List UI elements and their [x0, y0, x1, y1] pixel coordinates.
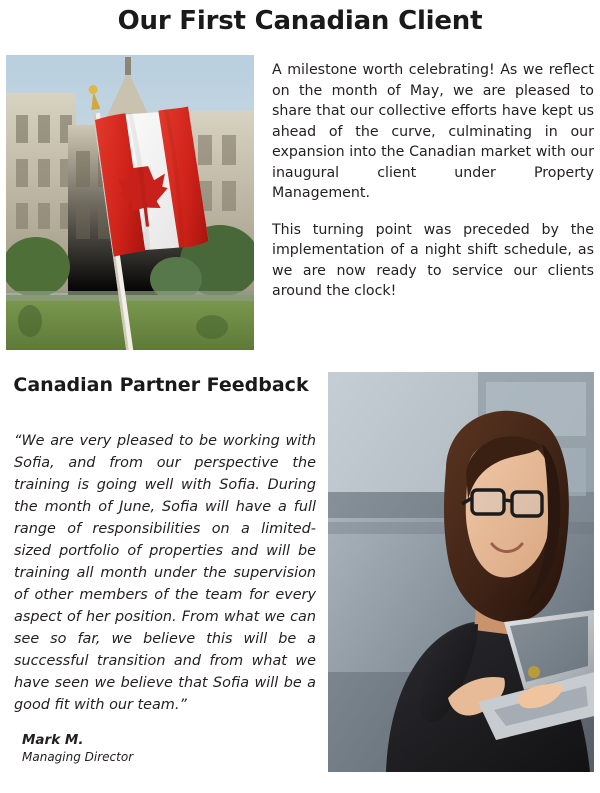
intro-paragraph-1: A milestone worth celebrating! As we reflect on the month of May, we are pleased to share that our collective efforts have kept us ahead of the curve, culminating in our expansion into the Canadian market with our inaugural client under Property Management. — [272, 62, 594, 201]
feedback-heading: Canadian Partner Feedback — [13, 374, 309, 396]
canadian-flag-photo — [6, 55, 254, 350]
intro-paragraph-2: This turning point was preceded by the implementation of a night shift schedule, as we are now ready to service our clients around the clock! — [272, 221, 594, 299]
page-title: Our First Canadian Client — [117, 6, 483, 36]
intro-text — [272, 60, 594, 302]
signature-name: Mark M. — [22, 732, 84, 748]
signature-block — [22, 732, 322, 765]
signature-role: Managing Director — [22, 750, 134, 764]
feedback-quote: “We are very pleased to be working with Sofia, and from our perspective the training is going well with Sofia. During the month of June, Sofia will have a full range of responsibilities on a limited-sized portfolio of properties and will be training all month under the supervision of other members of the team for every aspect of her position. From what we can see so far, we believe this will be a successful transition and from what we have seen we believe that Sofia will be a good fit with our team.” — [14, 433, 316, 713]
woman-with-laptop-photo — [328, 372, 594, 772]
